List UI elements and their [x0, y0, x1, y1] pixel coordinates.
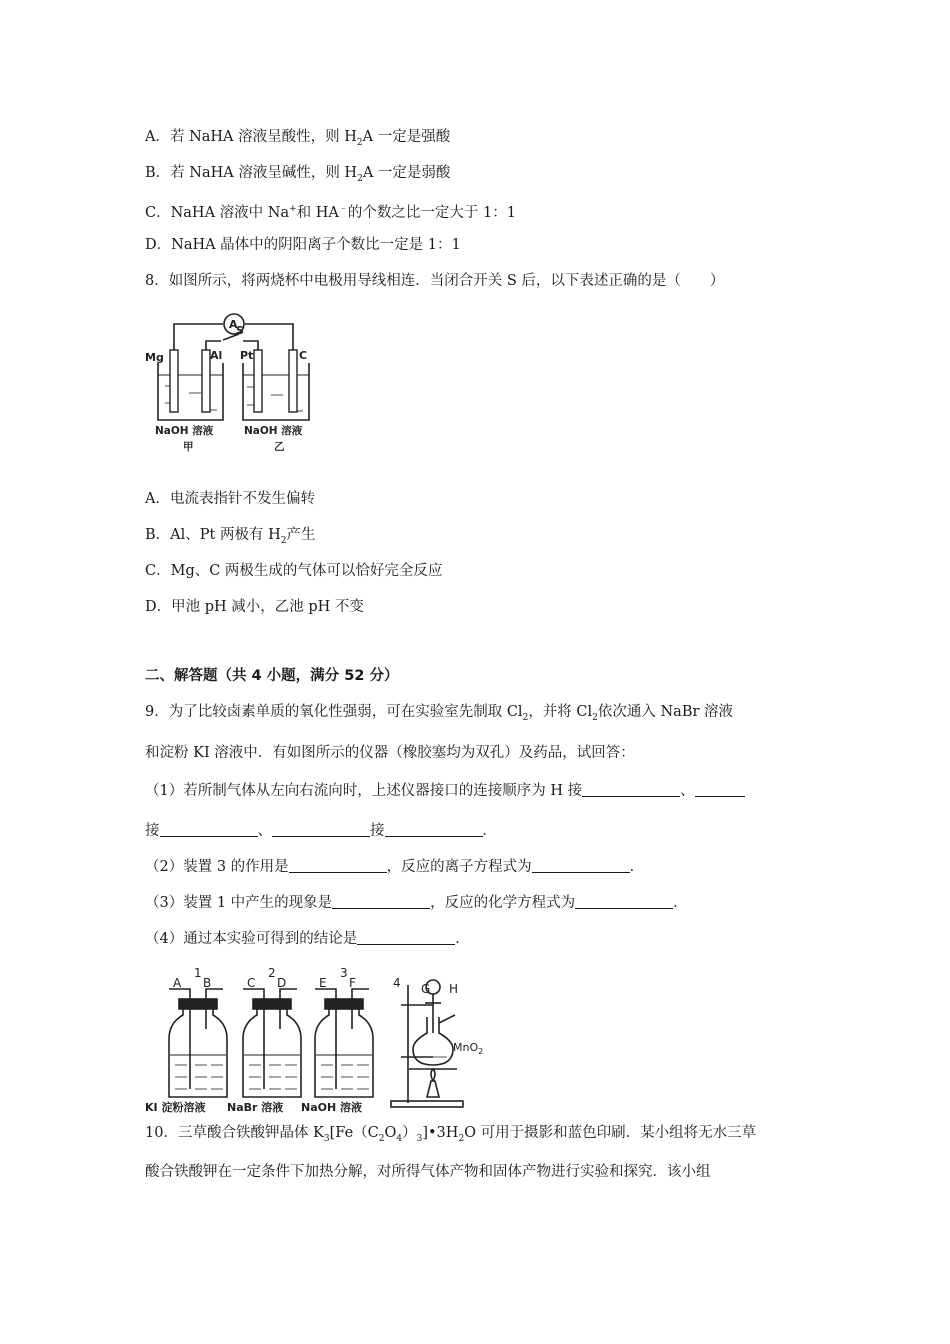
port-b-label: B — [203, 976, 212, 990]
port-g-label: G — [421, 982, 431, 996]
q10-stem-line1: 10．三草酸合铁酸钾晶体 $K_3[Fe(C_2O_4)_3]•3H_2O$ 可用于摄影和蓝色印刷．某小组将无水三草 — [145, 1125, 757, 1144]
port-f-label: F — [349, 976, 356, 990]
switch-label: S — [236, 324, 244, 337]
q9-part4: （4）通过本实验可得到的结论是 ． — [145, 931, 470, 947]
left-solution-label: NaOH 溶液 — [155, 425, 214, 437]
answer-blank[interactable] — [532, 858, 630, 873]
q7-option-b: B．若 NaHA 溶液呈碱性，则 $H_2A$ 一定是弱酸 — [145, 165, 451, 184]
answer-blank[interactable] — [575, 894, 673, 909]
answer-blank[interactable] — [160, 822, 258, 837]
q8-option-a: A．电流表指针不发生偏转 — [145, 491, 315, 507]
answer-blank[interactable] — [272, 822, 370, 837]
bottle3-number: 3 — [340, 966, 348, 980]
q8-stem: 8．如图所示，将两烧杯中电极用导线相连．当闭合开关 S 后，以下表述正确的是（ ） — [145, 273, 725, 289]
left-cell-name: 甲 — [183, 441, 194, 453]
bottle2-number: 2 — [268, 966, 276, 980]
apparatus4-number: 4 — [393, 976, 401, 990]
bottle1-number: 1 — [194, 966, 202, 980]
right-solution-label: NaOH 溶液 — [244, 425, 303, 437]
q9-stem-line1: 9．为了比较卤素单质的氧化性强弱，可在实验室先制取 $Cl_2$，并将 $Cl_2$依次通入 NaBr 溶液 — [145, 704, 734, 723]
q9-stem-line2: 和淀粉 KI 溶液中．有如图所示的仪器（橡胶塞均为双孔）及药品，试回答： — [145, 745, 635, 761]
answer-blank[interactable] — [582, 782, 680, 797]
port-a-label: A — [173, 976, 182, 990]
q9-part1-line2: 接 、 接 ． — [145, 823, 497, 839]
q9-part3: （3）装置 1 中产生的现象是 ，反应的化学方程式为 ． — [145, 895, 688, 911]
electrode-mg-label: Mg — [145, 351, 164, 364]
answer-blank[interactable] — [332, 894, 430, 909]
port-d-label: D — [277, 976, 287, 990]
port-e-label: E — [319, 976, 327, 990]
port-h-label: H — [449, 982, 459, 996]
q8-circuit-figure — [143, 303, 315, 455]
answer-blank[interactable] — [385, 822, 483, 837]
port-c-label: C — [247, 976, 256, 990]
ammeter-label: A — [229, 318, 238, 331]
bottle1-label: KI 淀粉溶液 — [145, 1101, 206, 1113]
q10-stem-line2: 酸合铁酸钾在一定条件下加热分解，对所得气体产物和固体产物进行实验和探究．该小组 — [145, 1164, 711, 1180]
q9-part1-line1: （1）若所制气体从左向右流向时，上述仪器接口的连接顺序为 H 接 、 — [145, 781, 745, 801]
q7-option-c: C．NaHA 溶液中 Na+和 HA﹣的个数之比一定大于 1：1 — [145, 204, 516, 221]
q8-option-d: D．甲池 pH 减小，乙池 pH 不变 — [145, 599, 364, 615]
q9-apparatus-figure — [143, 965, 493, 1113]
section-heading: 二、解答题（共 4 小题，满分 52 分） — [145, 668, 399, 684]
right-cell-name: 乙 — [274, 441, 285, 453]
electrode-al-label: Al — [210, 349, 223, 362]
answer-blank[interactable] — [357, 930, 455, 945]
reagent-label: MnO$_2$ — [453, 1041, 484, 1056]
q8-option-c: C．Mg、C 两极生成的气体可以恰好完全反应 — [145, 563, 443, 579]
electrode-c-label: C — [299, 349, 308, 362]
electrode-pt-label: Pt — [240, 349, 254, 362]
q9-part2: （2）装置 3 的作用是 ，反应的离子方程式为 ． — [145, 859, 645, 875]
q7-option-d: D．NaHA 晶体中的阴阳离子个数比一定是 1：1 — [145, 237, 461, 253]
answer-blank[interactable] — [695, 782, 745, 797]
bottle3-label: NaOH 溶液 — [301, 1101, 363, 1113]
q7-option-a: A．若 NaHA 溶液呈酸性，则 $H_2A$ 一定是强酸 — [145, 129, 451, 148]
answer-blank[interactable] — [289, 858, 387, 873]
q8-option-b: B．Al、Pt 两极有 $H_2$产生 — [145, 527, 316, 546]
bottle2-label: NaBr 溶液 — [227, 1101, 284, 1113]
